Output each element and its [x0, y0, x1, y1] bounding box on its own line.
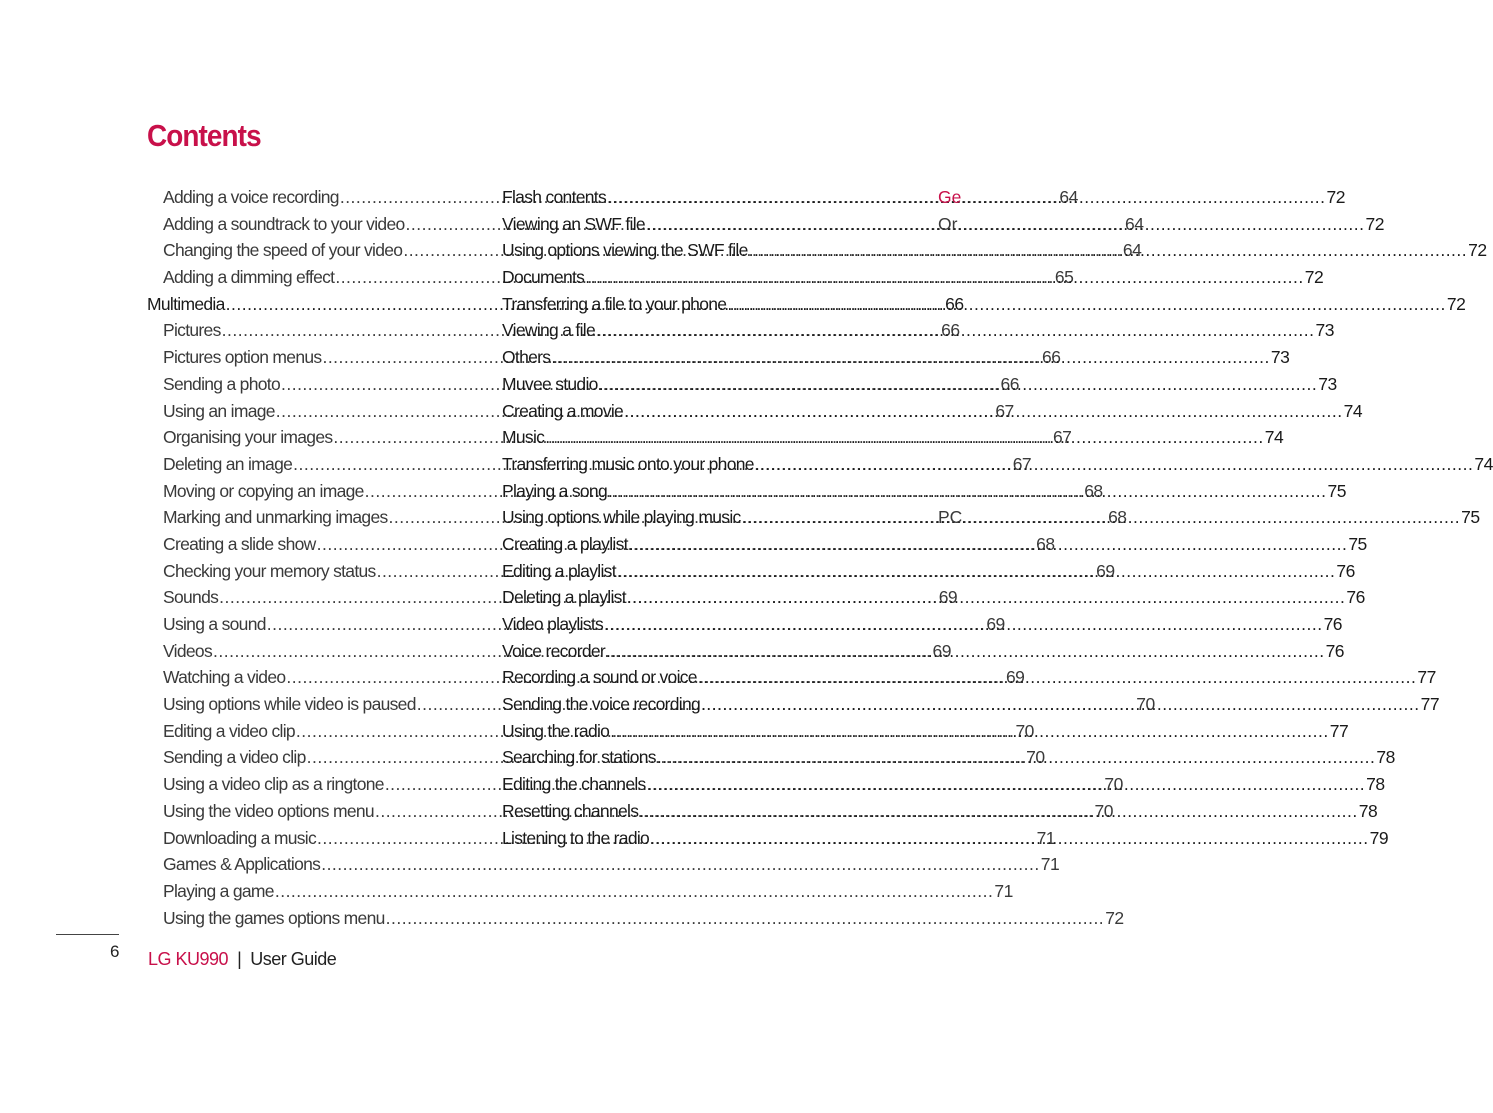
toc-entry-title: Playing a game — [163, 880, 274, 901]
toc-entry-page: 68 — [1084, 480, 1103, 501]
toc-entry-title: Using a sound — [163, 614, 266, 634]
toc-entry-title: Using options viewing the SWF file — [502, 240, 748, 261]
toc-entry-title: Transferring a file to your phone — [502, 293, 727, 314]
toc-entry-title: Creating a playlist — [502, 533, 628, 554]
toc-leader-dots — [629, 531, 1348, 558]
toc-entry-page: 75 — [1348, 533, 1367, 554]
toc-entry-page: 72 — [1105, 907, 1124, 928]
toc-entry-page: 67 — [1012, 453, 1032, 474]
toc-entry-title: Watching a video — [163, 667, 286, 688]
toc-entry-page: 70 — [1136, 694, 1155, 715]
toc-entry-title: Resetting channels — [502, 800, 639, 821]
toc-entry-page: 69 — [938, 587, 958, 608]
toc-leader-dots — [386, 905, 1105, 932]
toc-leader-dots — [551, 344, 1270, 371]
toc-leader-dots — [657, 744, 1376, 771]
toc-entry-page: 79 — [1369, 827, 1389, 848]
toc-leader-dots — [596, 317, 1315, 344]
toc-entry-page: 66 — [945, 293, 964, 314]
toc-entry-title: Flash contents — [502, 187, 607, 207]
toc-leader-dots — [606, 638, 1325, 665]
toc-entry-page: 73 — [1270, 347, 1290, 368]
toc-entry-page: 76 — [1336, 560, 1355, 581]
toc-entry-page: 72 — [1365, 213, 1384, 234]
toc-leader-dots — [749, 237, 1468, 264]
page-title: Contents — [147, 118, 261, 153]
toc-entry-title: Videos — [163, 640, 212, 661]
toc-entry-page: 64 — [1122, 240, 1142, 261]
toc-entry-title: Searching for stations — [502, 747, 656, 768]
toc-entry-page: 76 — [1323, 614, 1343, 634]
toc-entry — [147, 878, 1013, 905]
toc-entry-title: Pictures — [163, 320, 221, 341]
toc-entry-title: Creating a slide show — [163, 533, 316, 554]
toc-entry-title: Documents — [502, 267, 585, 288]
toc-leader-dots — [701, 691, 1420, 718]
footer-guide: User Guide — [250, 949, 337, 969]
toc-entry-page: 78 — [1376, 747, 1395, 768]
toc-entry-page: 77 — [1329, 720, 1349, 741]
toc-leader-dots — [585, 264, 1304, 291]
toc-entry-title: Using options while video is paused — [163, 694, 416, 715]
toc-entry-title: Viewing a file — [502, 320, 595, 341]
page-number: 6 — [110, 942, 120, 961]
toc-entry-page: 77 — [1417, 667, 1436, 688]
toc-entry-title: Sending a video clip — [163, 747, 306, 768]
toc-leader-dots — [608, 478, 1327, 505]
toc-entry-title: Moving or copying an image — [163, 480, 364, 501]
toc-entry-title: Recording a sound or voice — [502, 667, 697, 688]
toc-entry-page: 70 — [1015, 720, 1034, 741]
footer-rule — [56, 934, 119, 935]
cut-off-heading: PC — [938, 507, 963, 528]
toc-leader-dots — [639, 798, 1358, 825]
toc-entry-page: 71 — [994, 880, 1013, 901]
toc-entry-title: Sounds — [163, 587, 219, 608]
toc-entry-title: Deleting a playlist — [502, 587, 626, 608]
toc-leader-dots — [275, 878, 994, 905]
toc-entry-page: 78 — [1366, 774, 1385, 795]
toc-entry-page: 74 — [1474, 453, 1493, 474]
toc-leader-dots — [624, 398, 1343, 425]
toc-entry-title: Adding a dimming effect — [163, 267, 335, 288]
toc-entry-page: 75 — [1461, 507, 1480, 528]
toc-leader-dots — [321, 851, 1040, 878]
toc-entry-page: 66 — [1041, 347, 1061, 368]
toc-entry-title: Changing the speed of your video — [163, 240, 403, 261]
toc-leader-dots — [610, 718, 1329, 745]
toc-entry-title: Muvee studio — [502, 373, 598, 394]
toc-leader-dots — [604, 611, 1323, 638]
toc-entry-page: 66 — [941, 320, 960, 341]
toc-entry-title: Using the video options menu — [163, 800, 374, 821]
toc-entry-page: 72 — [1326, 187, 1346, 207]
toc-entry-title: Deleting an image — [163, 453, 293, 474]
toc-entry-title: Adding a voice recording — [163, 187, 339, 207]
toc-entry-title: Playing a song — [502, 480, 608, 501]
toc-entry-page: 75 — [1327, 480, 1347, 501]
toc-entry-page: 72 — [1468, 240, 1487, 261]
toc-leader-dots — [742, 504, 1461, 531]
toc-entry-page: 73 — [1315, 320, 1334, 341]
toc-entry-page: 70 — [1026, 747, 1045, 768]
toc-entry-page: 69 — [932, 640, 951, 661]
toc-leader-dots — [545, 424, 1264, 451]
toc-entry-title: Checking your memory status — [163, 560, 376, 581]
toc-entry-title: Voice recorder — [502, 640, 606, 661]
toc-entry — [147, 851, 1060, 878]
toc-leader-dots — [647, 771, 1366, 798]
toc-entry-title: Transferring music onto your phone — [502, 453, 754, 474]
toc-entry-page: 69 — [1096, 560, 1115, 581]
cut-off-heading: Or — [938, 213, 958, 234]
toc-entry-page: 73 — [1318, 373, 1337, 394]
toc-leader-dots — [607, 184, 1326, 211]
toc-entry-page: 67 — [1052, 427, 1072, 448]
toc-entry-page: 67 — [995, 400, 1014, 421]
toc-entry-title: Others — [502, 347, 551, 368]
toc-entry-page: 76 — [1325, 640, 1345, 661]
toc-entry-title: Adding a soundtrack to your video — [163, 213, 405, 234]
toc-leader-dots — [698, 664, 1417, 691]
toc-entry-page: 70 — [1094, 800, 1113, 821]
toc-leader-dots — [646, 211, 1365, 238]
toc-entry-page: 68 — [1036, 533, 1055, 554]
toc-entry-page: 72 — [1446, 293, 1466, 314]
toc-entry-page: 78 — [1358, 800, 1378, 821]
toc-leader-dots — [627, 584, 1346, 611]
toc-leader-dots — [599, 371, 1318, 398]
toc-entry-page: 74 — [1264, 427, 1284, 448]
toc-entry-title: Sending a photo — [163, 373, 280, 394]
toc-entry-page: 71 — [1040, 854, 1060, 875]
toc-entry-page: 66 — [1000, 373, 1019, 394]
toc-entry-title: Organising your images — [163, 427, 333, 448]
toc-entry-title: Using an image — [163, 400, 275, 421]
toc-leader-dots — [650, 825, 1369, 852]
toc-entry-title: Marking and unmarking images — [163, 507, 388, 528]
toc-entry-title: Using options while playing music — [502, 507, 741, 528]
toc-entry-page: 69 — [1005, 667, 1025, 688]
toc-entry-title: Editing a playlist — [502, 560, 616, 581]
toc-entry-title: Using the games options menu — [163, 907, 385, 928]
toc-entry-page: 64 — [1059, 187, 1078, 207]
toc-entry-title: Listening to the radio — [502, 827, 650, 848]
toc-entry-title: Editing the channels — [502, 774, 646, 795]
footer-brand: LG KU990 — [148, 949, 229, 969]
toc-entry-title: Downloading a music — [163, 827, 317, 848]
toc-entry-page: 71 — [1036, 827, 1056, 848]
cut-off-heading: Ge — [938, 187, 962, 207]
toc-entry-title: Multimedia — [147, 293, 225, 314]
footer — [148, 949, 336, 970]
toc-entry-title: Sending the voice recording — [502, 694, 701, 715]
toc-entry-page: 77 — [1420, 694, 1440, 715]
toc-entry-page: 65 — [1054, 267, 1074, 288]
toc-entry-title: Using a video clip as a ringtone — [163, 774, 384, 795]
toc-entry-title: Editing a video clip — [163, 720, 295, 741]
toc-entry-page: 64 — [1125, 213, 1144, 234]
toc-entry-title: Using the radio — [502, 720, 610, 741]
toc-entry-title: Pictures option menus — [163, 347, 322, 368]
toc-entry-page: 70 — [1104, 774, 1123, 795]
toc-entry-page: 69 — [986, 614, 1005, 634]
toc-entry-title: Creating a movie — [502, 400, 624, 421]
toc-entry-page: 74 — [1343, 400, 1363, 421]
toc-entry-page: 76 — [1346, 587, 1365, 608]
toc-entry-page: 72 — [1304, 267, 1324, 288]
toc-leader-dots — [617, 558, 1336, 585]
toc-leader-dots — [727, 291, 1446, 318]
footer-separator: | — [237, 949, 242, 969]
toc-entry — [147, 905, 1124, 932]
toc-entry-page: 68 — [1108, 507, 1127, 528]
toc-leader-dots — [755, 451, 1474, 478]
toc-entry-title: Video playlists — [502, 614, 604, 634]
toc-entry-title: Music — [502, 427, 545, 448]
toc-entry-title: Games & Applications — [163, 854, 321, 875]
toc-entry-title: Viewing an SWF file — [502, 213, 645, 234]
